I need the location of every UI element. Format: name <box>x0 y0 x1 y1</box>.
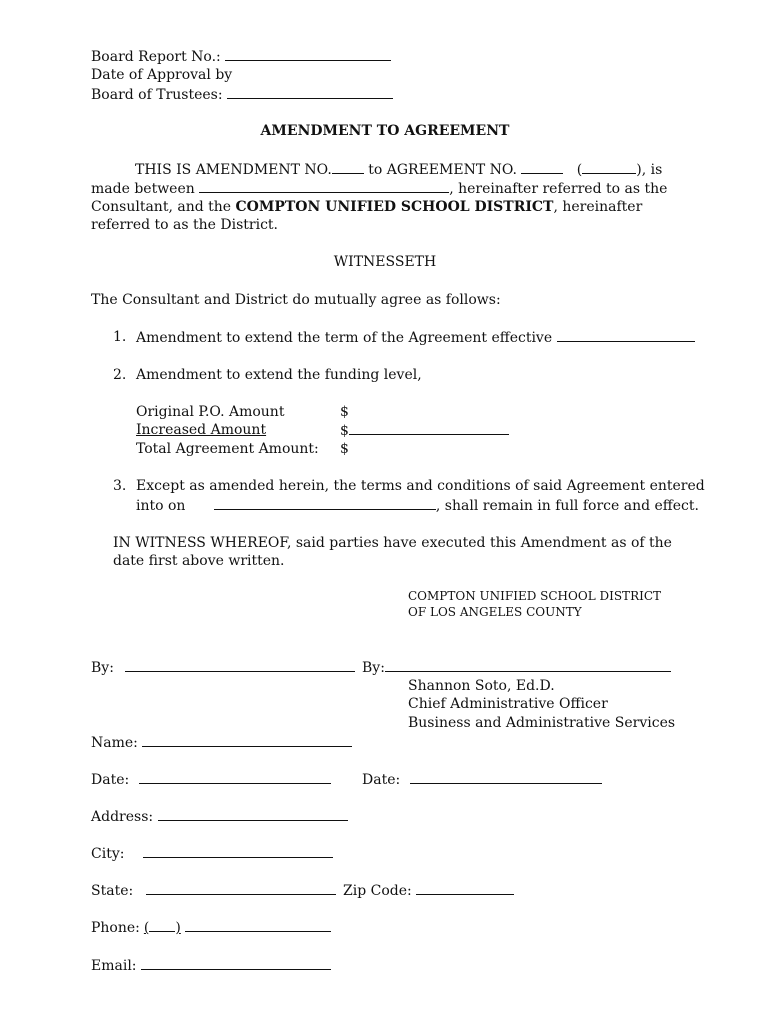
witnesseth-heading: WITNESSETH <box>333 254 437 270</box>
intro-line-1 <box>135 160 662 180</box>
agreement-date-field[interactable] <box>214 496 436 510</box>
city-label: City: <box>91 846 125 862</box>
state-label: State: <box>91 883 134 899</box>
district-name-bold: COMPTON UNIFIED SCHOOL DISTRICT <box>235 199 554 215</box>
item-3-line-2 <box>136 496 699 516</box>
name-row <box>91 733 352 753</box>
city-field[interactable] <box>143 844 333 858</box>
board-report-label: Board Report No.: <box>91 49 221 65</box>
phone-row <box>91 918 331 938</box>
zip-row <box>343 881 514 901</box>
signatory-name: Shannon Soto, Ed.D. <box>408 678 555 694</box>
consultant-signature-field[interactable] <box>125 658 355 672</box>
city-row <box>91 844 333 864</box>
consultant-date-label: Date: <box>91 772 130 788</box>
intro-line-3 <box>91 198 642 217</box>
board-trustees-row <box>91 85 393 105</box>
witness-whereof-rest: , said parties have executed this Amendment as of the <box>286 535 672 551</box>
email-field[interactable] <box>141 956 331 970</box>
made-between-label: made between <box>91 181 195 197</box>
total-amount-label: Total Agreement Amount: <box>136 441 319 457</box>
agree-text: The Consultant and District do mutually agree as follows: <box>91 292 501 308</box>
district-block-line-2: OF LOS ANGELES COUNTY <box>408 605 582 619</box>
effective-date-field[interactable] <box>557 328 695 342</box>
increased-amount-row <box>340 421 509 441</box>
date-approval-label: Date of Approval by <box>91 67 233 83</box>
item-3-line-1: Except as amended herein, the terms and conditions of said Agreement entered <box>136 478 705 494</box>
consultant-date-field[interactable] <box>139 770 331 784</box>
phone-number-field[interactable] <box>185 918 331 932</box>
address-label: Address: <box>91 809 154 825</box>
witness-whereof-line-1 <box>113 534 672 553</box>
intro-line-2 <box>91 179 667 199</box>
hereinafter-text: , hereinafter <box>553 199 643 215</box>
increased-amount-label: Increased Amount <box>136 422 267 438</box>
witness-whereof-lead: IN WITNESS WHEREOF <box>113 535 287 551</box>
district-by-row <box>362 658 671 678</box>
state-row <box>91 881 336 901</box>
paren-close: ), is <box>636 162 663 178</box>
document-title: AMENDMENT TO AGREEMENT <box>260 123 510 139</box>
signatory-title: Chief Administrative Officer <box>408 696 608 712</box>
original-po-label: Original P.O. Amount <box>136 404 285 420</box>
phone-label: Phone: <box>91 920 140 936</box>
agreement-no-field[interactable] <box>521 160 563 174</box>
item-2-number: 2. <box>113 367 127 383</box>
name-label: Name: <box>91 735 138 751</box>
item-3-number: 3. <box>113 478 127 494</box>
agreement-no-label: to AGREEMENT NO. <box>368 162 517 178</box>
total-amount-currency: $ <box>340 441 349 457</box>
district-date-label: Date: <box>362 772 401 788</box>
district-block-line-1: COMPTON UNIFIED SCHOOL DISTRICT <box>408 589 662 603</box>
item-1-number: 1. <box>113 329 127 345</box>
name-field[interactable] <box>142 733 352 747</box>
increased-amount-field[interactable] <box>349 421 509 435</box>
district-date-row <box>362 770 602 790</box>
increased-currency: $ <box>340 423 349 439</box>
phone-area-close: ) <box>175 920 181 936</box>
district-signature-field[interactable] <box>385 658 671 672</box>
email-row <box>91 956 331 976</box>
item-2-text: Amendment to extend the funding level, <box>136 367 422 383</box>
zip-label: Zip Code: <box>343 883 412 899</box>
consultant-date-row <box>91 770 331 790</box>
zip-field[interactable] <box>416 881 514 895</box>
state-field[interactable] <box>146 881 336 895</box>
amendment-no-field[interactable] <box>332 160 364 174</box>
email-label: Email: <box>91 958 137 974</box>
address-field[interactable] <box>158 807 348 821</box>
paren-open: ( <box>576 162 583 178</box>
witness-whereof-line-2: date first above written. <box>113 553 285 569</box>
board-report-number-field[interactable] <box>225 47 391 61</box>
original-po-currency: $ <box>340 404 349 420</box>
consultant-and-text: Consultant, and the <box>91 199 232 215</box>
board-trustees-label: Board of Trustees: <box>91 87 223 103</box>
into-on-label: into on <box>136 498 186 514</box>
consultant-by-row <box>91 658 355 678</box>
address-row <box>91 807 348 827</box>
board-report-row <box>91 47 391 67</box>
intro-line-4: referred to as the District. <box>91 217 278 233</box>
consultant-name-field[interactable] <box>199 179 449 193</box>
amendment-no-label: THIS IS AMENDMENT NO. <box>135 162 332 178</box>
consultant-ref-text: , hereinafter referred to as the <box>449 181 668 197</box>
approval-date-field[interactable] <box>227 85 393 99</box>
phone-area-open: ( <box>143 920 150 936</box>
signatory-department: Business and Administrative Services <box>408 715 676 731</box>
consultant-by-label: By: <box>91 660 114 676</box>
district-by-label: By: <box>362 660 385 676</box>
phone-area-code-field[interactable] <box>149 918 175 932</box>
district-date-field[interactable] <box>410 770 602 784</box>
item-3-end-text: , shall remain in full force and effect. <box>435 498 699 514</box>
item-1-text: Amendment to extend the term of the Agreement effective <box>136 330 553 346</box>
item-1 <box>136 328 695 348</box>
agreement-ref-field[interactable] <box>582 160 636 174</box>
